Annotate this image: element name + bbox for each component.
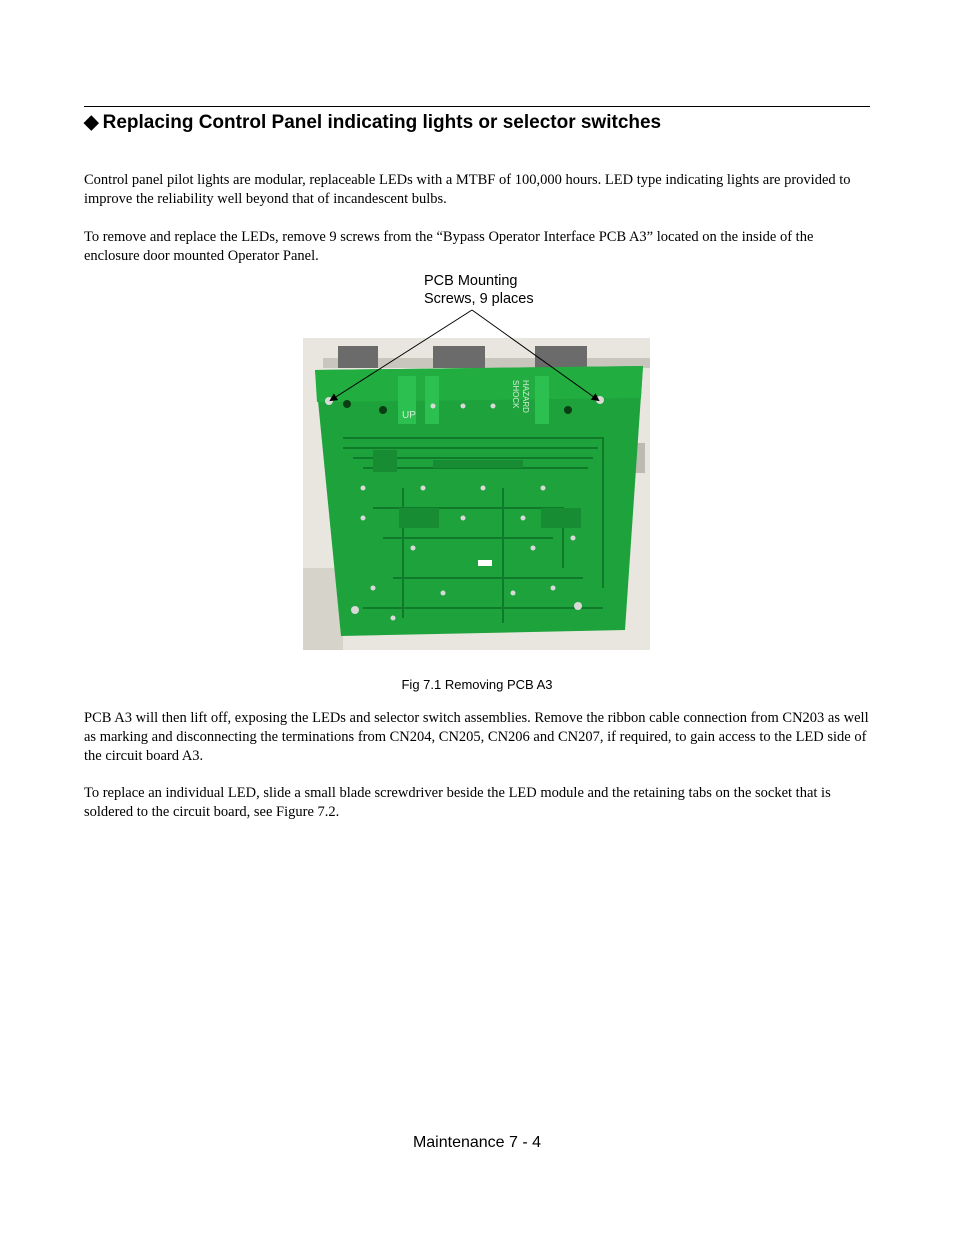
diamond-bullet-icon: ◆ (84, 112, 99, 133)
board-text-hazard: HAZARD (521, 380, 530, 413)
figure-caption: Fig 7.1 Removing PCB A3 (401, 677, 553, 692)
paragraph-lift-off: PCB A3 will then lift off, exposing the LEDs and selector switch assemblies. Remove the ribbon cable connection from CN203 as well as marking and disconnecting the terminations from CN204, CN205, CN206 and CN207, if required, to gain access to the LED side of the circuit board A3. (84, 710, 869, 764)
callout-line-2: Screws, 9 places (424, 291, 534, 307)
page-footer: Maintenance 7 - 4 (412, 1134, 542, 1151)
leader-line-left (331, 310, 472, 400)
paragraph-replace-led: To replace an individual LED, slide a small blade screwdriver beside the LED module and the retaining tabs on the socket that is soldered to the circuit board, see Figure 7.2. (84, 785, 831, 820)
board-text-shock: SHOCK (511, 380, 520, 409)
paragraph-remove-leds: To remove and replace the LEDs, remove 9 screws from the “Bypass Operator Interface PCB A3” located on the inside of the enclosure door mounted Operator Panel. (84, 229, 814, 264)
paragraph-pilot-lights: Control panel pilot lights are modular, replaceable LEDs with a MTBF of 100,000 hours. LED type indicating lights are provided to improve the reliability well beyond that of incandescent bulbs. (84, 172, 851, 207)
section-title: Replacing Control Panel indicating lights or selector switches (102, 112, 662, 133)
board-text-up: UP (402, 410, 416, 421)
leader-line-right (472, 310, 598, 400)
callout-line-1: PCB Mounting (424, 273, 518, 289)
